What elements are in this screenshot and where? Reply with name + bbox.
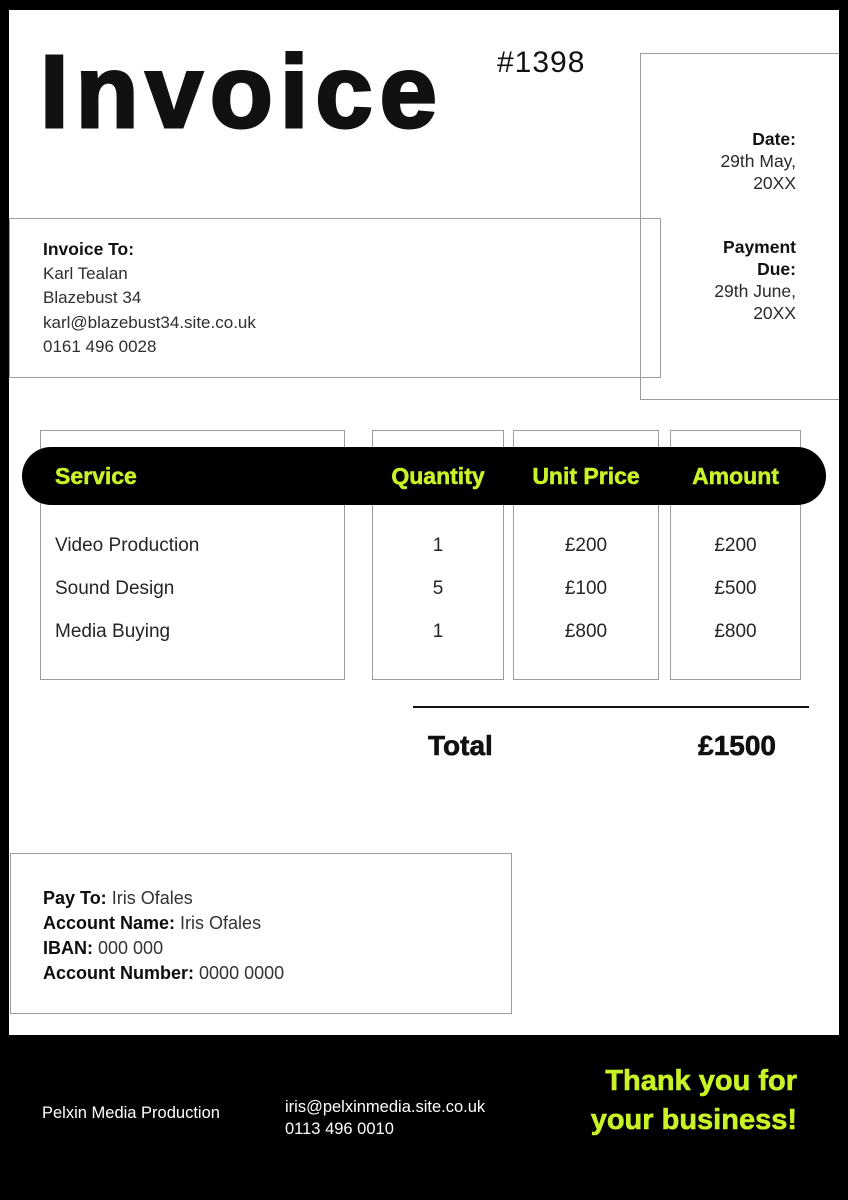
column-header-unit-price: Unit Price <box>532 463 640 489</box>
account-number-value: 0000 0000 <box>199 963 285 983</box>
total-label: Total <box>428 730 493 761</box>
invoice-page <box>9 10 839 1035</box>
date-label: Date: <box>752 129 796 149</box>
service-cell: Video Production <box>55 535 200 556</box>
total-value: £1500 <box>698 730 776 761</box>
service-cell: Media Buying <box>55 621 171 642</box>
quantity-cell: 1 <box>432 621 444 642</box>
column-header-quantity: Quantity <box>391 463 485 489</box>
column-header-service: Service <box>55 463 137 489</box>
account-name-label: Account Name: <box>43 913 176 933</box>
thank-you-line2: your business! <box>590 1104 797 1136</box>
unit-price-cell: £100 <box>564 578 608 599</box>
iban-label: IBAN: <box>43 938 93 958</box>
client-email: karl@blazebust34.site.co.uk <box>43 312 256 332</box>
total-row <box>428 730 776 762</box>
quantity-cell: 1 <box>432 535 444 556</box>
footer-company-name: Pelxin Media Production <box>42 1104 220 1122</box>
iban-line <box>43 936 511 961</box>
footer-email: iris@pelxinmedia.site.co.uk <box>285 1098 486 1116</box>
pay-to-label: Pay To: <box>43 888 107 908</box>
thank-you-line1: Thank you for <box>605 1065 797 1097</box>
unit-price-cell: £200 <box>564 535 608 556</box>
unit-price-cell: £800 <box>564 621 608 642</box>
pay-to-value: Iris Ofales <box>111 888 193 908</box>
payment-due-line1: 29th June, <box>714 281 796 301</box>
payment-details-box <box>10 853 512 1014</box>
footer-contact-block <box>285 1096 485 1140</box>
page-title: Invoice <box>40 34 444 149</box>
quantity-cell: 5 <box>432 578 444 599</box>
iban-value: 000 000 <box>98 938 164 958</box>
amount-cell: £800 <box>714 621 757 642</box>
pay-to-line <box>43 886 511 911</box>
service-cell: Sound Design <box>55 578 175 599</box>
invoice-to-box <box>9 218 661 378</box>
client-phone: 0161 496 0028 <box>43 337 157 357</box>
payment-due-line2: 20XX <box>753 303 796 323</box>
account-name-line <box>43 911 511 936</box>
footer-phone: 0113 496 0010 <box>285 1120 394 1138</box>
date-value-line2: 20XX <box>753 173 796 193</box>
thank-you-message <box>591 1062 797 1140</box>
column-header-amount: Amount <box>692 463 779 489</box>
account-name-value: Iris Ofales <box>180 913 262 933</box>
date-value-line1: 29th May, <box>720 151 796 171</box>
client-name: Karl Tealan <box>43 263 128 283</box>
amount-cell: £200 <box>714 535 757 556</box>
account-number-line <box>43 961 511 986</box>
payment-due-label: Payment Due: <box>723 237 796 279</box>
account-number-label: Account Number: <box>43 963 195 983</box>
invoice-to-label: Invoice To: <box>43 239 135 259</box>
total-divider <box>413 706 809 708</box>
client-address: Blazebust 34 <box>43 288 142 308</box>
invoice-number: #1398 <box>497 46 586 79</box>
dates-box <box>640 53 839 400</box>
amount-cell: £500 <box>714 578 757 599</box>
